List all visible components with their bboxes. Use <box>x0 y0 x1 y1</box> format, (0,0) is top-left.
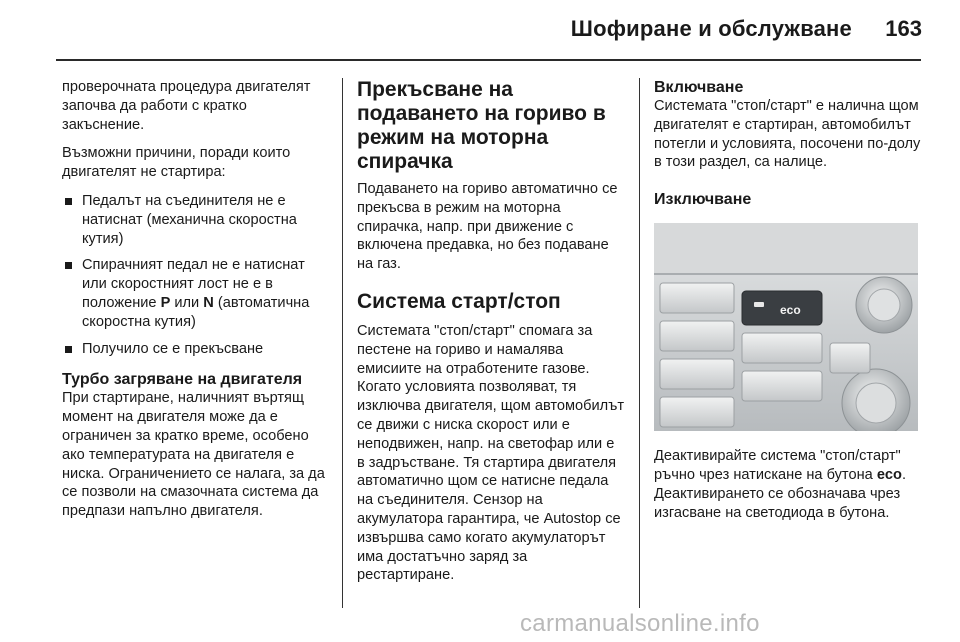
column-middle <box>357 78 625 595</box>
gear-p-label: P <box>160 294 171 311</box>
heading-disable: Изключване <box>654 191 752 209</box>
list-item-text: Спирачният педал не е натиснат или скоростният лост не е в положение <box>82 257 305 311</box>
column-right <box>654 78 922 532</box>
disable-text: Деактивирайте система "стоп/старт" ръчно чрез натискане на бутона <box>654 448 901 483</box>
list-item <box>62 340 328 359</box>
reasons-list <box>62 192 328 358</box>
paragraph-turbo: При стартиране, наличният въртящ момент на двигателя може да е ограничен за кратко време, особено ако температурата на двигателя е ниска. Ограничението се налага, за да се позволи на смазочната система да предпази напълно двигателя. <box>62 390 325 520</box>
paragraph-enable: Системата "стоп/старт" е налична щом двигателят е стартиран, автомобилът потегли и условията, посочени по-долу в този раздел, са налице. <box>654 98 921 171</box>
dashboard-illustration <box>654 223 918 431</box>
column-divider-left <box>342 78 343 608</box>
list-item-text: Получило се е прекъсване <box>82 340 264 357</box>
list-item <box>62 256 328 331</box>
eco-inline-label: eco <box>876 466 902 483</box>
heading-enable: Включване <box>654 79 744 96</box>
bullet-square-icon <box>65 346 72 353</box>
page-number: 163 <box>885 16 922 41</box>
list-item-text: Педалът на съединителя не е натиснат (механична скоростна кутия) <box>82 192 297 247</box>
list-item-text: (автоматична скоростна кутия) <box>82 294 310 330</box>
list-item <box>62 192 328 248</box>
page-header <box>0 0 960 60</box>
heading-stop-start: Система старт/стоп <box>357 289 561 313</box>
paragraph-reasons: Възможни причини, поради които двигателят не стартира: <box>62 145 291 181</box>
paragraph-fuel-cutoff: Подаването на гориво автоматично се прекъсва в режим на моторна спирачка, напр. при движение с включена предавка, но без подаване на газ. <box>357 181 618 273</box>
header-rule <box>56 59 921 61</box>
list-item-text: или <box>170 294 204 311</box>
paragraph-stop-start: Системата "стоп/старт" спомага за пестене на гориво и намалява емисиите на отработените газове. Когато условията позволяват, тя изключва двигателя, щом автомобилът се движи с ниска скорост или е неподвижен, напр. на светофар или е в задръстване. Тя стартира двигателя автоматично щом се натисне педала на съединителя. Сензор на акумулатора гарантира, че Autostop се извършва само когато акумулаторът има достатъчно заряд за рестартиране. <box>357 322 625 584</box>
disable-text-end: . Деактивирането се обозначава чрез изгасване на светодиода в бутона. <box>654 466 907 521</box>
paragraph-disable <box>654 447 922 522</box>
bullet-square-icon <box>65 198 72 205</box>
heading-fuel-cutoff: Прекъсване на подаването на гориво в режим на моторна спирачка <box>357 78 606 173</box>
eco-button-label: eco <box>780 303 801 318</box>
gear-n-label: N <box>203 294 214 311</box>
section-title: Шофиране и обслужване <box>570 16 852 41</box>
paragraph-procedure: проверочната процедура двигателят започва да работи с кратко закъснение. <box>62 79 311 133</box>
bullet-square-icon <box>65 262 72 269</box>
column-left <box>62 78 328 531</box>
eco-button-photo <box>654 223 918 431</box>
column-divider-right <box>639 78 640 608</box>
watermark: carmanualsonline.info <box>520 610 760 637</box>
heading-turbo: Турбо загряване на двигателя <box>62 371 303 389</box>
